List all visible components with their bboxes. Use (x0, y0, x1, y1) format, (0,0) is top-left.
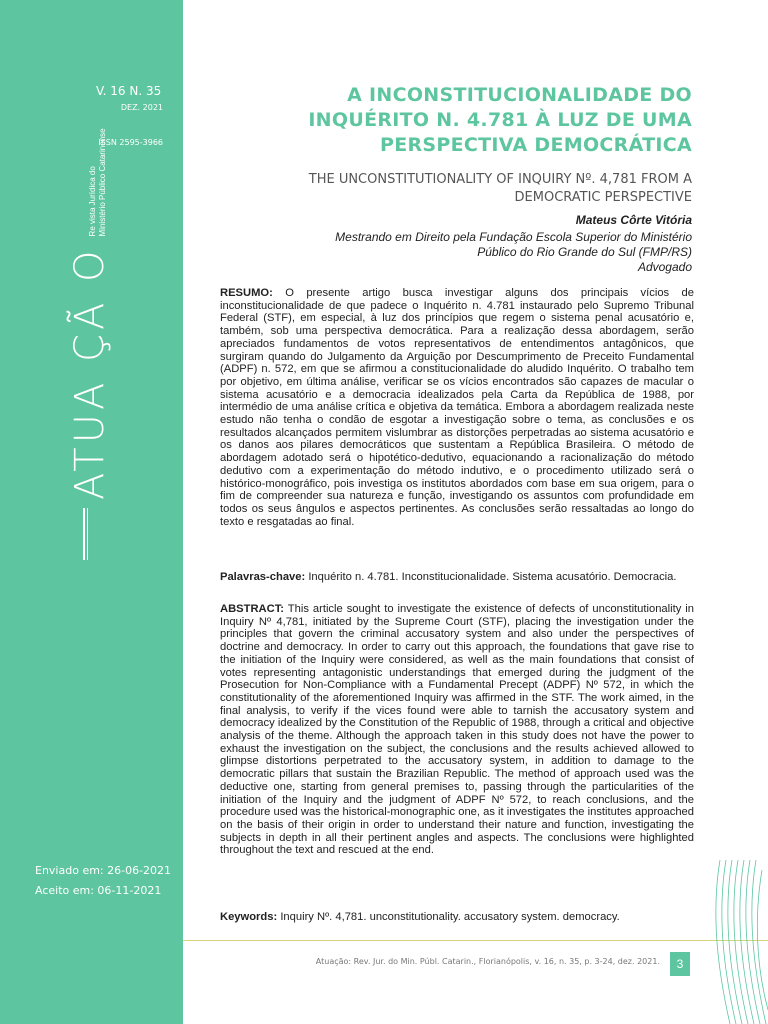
accepted-date: Aceito em: 06-11-2021 (35, 884, 162, 897)
author-affiliation (220, 230, 692, 275)
abstract-label: ABSTRACT: (220, 603, 285, 615)
journal-subtitle-line1: Re vista Jurídica do (88, 166, 97, 237)
issn: ISSN 2595-3966 (98, 138, 163, 147)
sent-date: Enviado em: 26-06-2021 (35, 864, 172, 877)
abstract-paragraph (220, 603, 694, 857)
palavras-chave-label: Palavras-chave: (220, 571, 306, 583)
logo-line-icon (83, 508, 88, 560)
affiliation-line1: Mestrando em Direito pela Fundação Escola Superior do Ministério (335, 230, 692, 244)
resumo-label: RESUMO: (220, 287, 273, 299)
footer-citation: Atuação: Rev. Jur. do Min. Públ. Catarin., Florianópolis, v. 16, n. 35, p. 3-24, dez. 2021. (315, 957, 660, 966)
palavras-chave-paragraph (220, 571, 694, 584)
journal-logo (67, 128, 113, 560)
article-subtitle: THE UNCONSTITUTIONALITY OF INQUIRY Nº. 4,781 FROM A DEMOCRATIC PERSPECTIVE (308, 172, 692, 205)
keywords-text: Inquiry Nº. 4,781. unconstitutionality. accusatory system. democracy. (280, 911, 620, 923)
author-name: Mateus Côrte Vitória (575, 213, 692, 227)
keywords-paragraph (220, 911, 694, 924)
affiliation-line2: Público do Rio Grande do Sul (FMP/RS) (477, 245, 692, 259)
abstract-text: This article sought to investigate the existence of defects of unconstitutionality in Inquiry Nº 4,781, initiated by the Supreme Court (STF), placing the investigation under the principles that govern the criminal accusatory system and also under the perspectives of doctrine and democracy. In order to carry out this approach, the foundations that gave rise to the initiation of the Inquiry were considered, as well as the main foundations that consist of votes representing antagonistic understandings that emerged during the judgment of the Prosecution for Non-Compliance with a Fundamental Precept (ADPF) Nº 572, in which the constitutionality of the aforementioned Inquiry was affirmed in the STF. The work aimed, in the final analysis, to verify if the vices found were able to tarnish the accusatory system and democracy idealized by the Constitution of the Republic of 1988, through a critical and objective analysis of the theme. Although the approach taken in this study does not have the power to exhaust the investigation on the subject, the conclusions and the results achieved allowed to glimpse distortions perpetrated to the accusatory system, in addition to damage to the democratic pillars that sustain the Brazilian Republic. The method of approach used was the deductive one, starting from general premises to, passing through the particularities of the initiation of the Inquiry and the judgment of ADPF Nº 572, to reach conclusions, and the procedure used was the historical-monographic one, as it investigates the institutes approached on the basis of their origin in order to understand their nature and function, investigating the subjects in depth in all their pertinent angles and aspects. The conclusions were highlighted throughout the text and rescued at the end. (220, 603, 694, 857)
sidebar (0, 0, 183, 1024)
resumo-text: O presente artigo busca investigar alguns dos principais vícios de inconstitucionalidade de que padece o Inquérito n. 4.781 instaurado pelo Supremo Tribunal Federal (STF), em especial, à luz dos princípios que regem o sistema penal acusatório e, também, sob uma perspectiva democrática. Para a realização dessa abordagem, serão apreciados fundamentos de votos representativos de entendimentos antagônicos, que surgiram quando do Julgamento da Arguição por Descumprimento de Preceito Fundamental (ADPF) n. 572, em que se afirmou a constitucionalidade do aludido Inquérito. O trabalho tem por objetivo, em última análise, verificar se os vícios encontrados são capazes de macular o sistema acusatório e a democracia idealizados pela Carta da República de 1988, por intermédio de uma análise crítica e objetiva da temática. Embora a abordagem realizada neste estudo não tenha o condão de esgotar a investigação sobre o tema, as conclusões e os resultados alcançados permitem vislumbrar as distorções perpetradas ao sistema acusatório e os danos aos pilares democráticos que sustentam a República Brasileira. O método de abordagem adotado será o hipotético-dedutivo, equacionando a racionalização do método dedutivo com a experimentação do método indutivo, e o procedimento utilizado será o histórico-monográfico, pois investiga os institutos abordados com base em sua origem, para o fim de compreender sua natureza e função, investigando os assuntos com profundidade em todos os seus ângulos e aspectos pertinentes. As conclusões serão ressaltadas ao longo do texto e resgatadas ao final. (220, 287, 694, 528)
palavras-chave-text: Inquérito n. 4.781. Inconstitucionalidade. Sistema acusatório. Democracia. (308, 571, 677, 583)
journal-subtitle (88, 128, 108, 236)
decorative-curves-icon (690, 860, 768, 1024)
article-title: A INCONSTITUCIONALIDADE DO INQUÉRITO N. 4.781 À LUZ DE UMA PERSPECTIVA DEMOCRÁTICA (308, 84, 692, 156)
issue-date: DEZ. 2021 (120, 103, 163, 112)
journal-name: ATUA ÇÃ O (67, 246, 113, 500)
affiliation-line3: Advogado (637, 260, 692, 274)
volume-number: V. 16 N. 35 (96, 84, 162, 98)
resumo-paragraph (220, 287, 694, 528)
journal-subtitle-line2: Ministério Público Catarinense (98, 128, 107, 237)
page-number: 3 (670, 952, 690, 976)
keywords-label: Keywords: (220, 911, 278, 923)
footer-divider (183, 940, 768, 941)
